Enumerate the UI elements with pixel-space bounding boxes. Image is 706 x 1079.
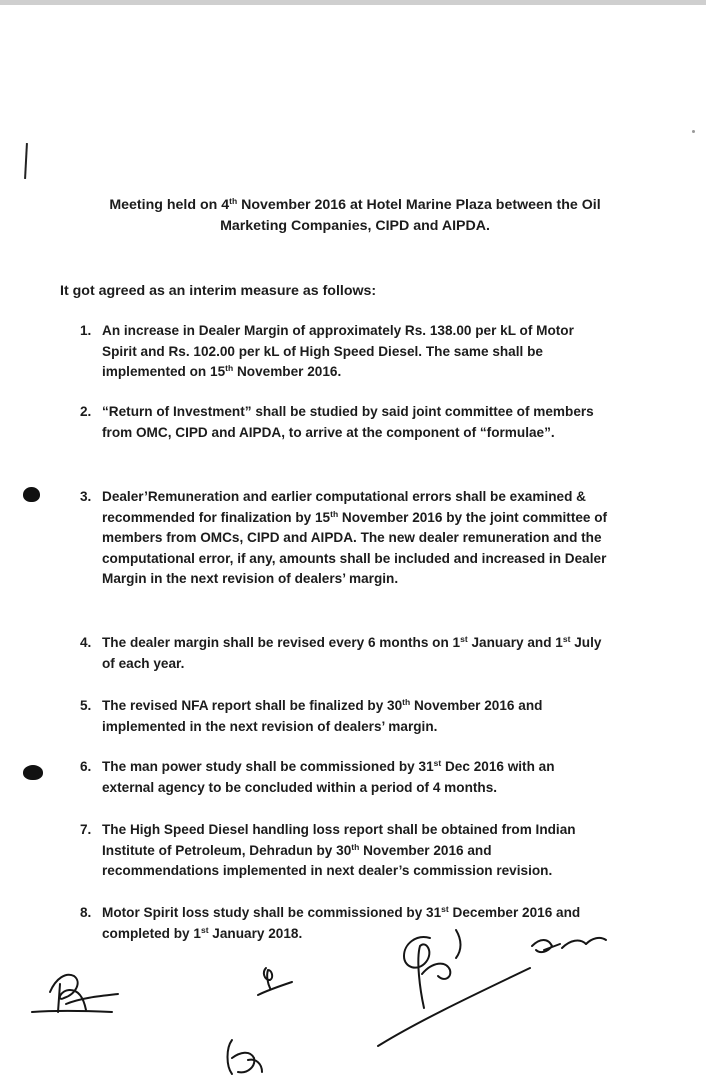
punch-hole-lower	[23, 765, 43, 780]
item-text-segment: Dealer’Remuneration and earlier computational errors shall be examined & recommended for finalization by 15	[102, 489, 586, 525]
list-item	[80, 633, 610, 674]
list-item	[80, 321, 610, 383]
ordinal-suffix: st	[200, 924, 209, 935]
ordinal-suffix: st	[433, 758, 442, 768]
item-text-segment: The High Speed Diesel handling loss report shall be obtained from Indian Institute of Petroleum, Dehradun by 30	[102, 822, 576, 858]
item-text	[102, 903, 610, 944]
item-number: 4.	[80, 635, 92, 650]
item-text-segment: “Return of Investment” shall be studied by said joint committee of members from OMC, CIPD and AIPDA, to arrive at the component of “formulae”.	[102, 404, 594, 440]
item-text	[102, 487, 610, 590]
heading-line1-end: November 2016 at Hotel Marine Plaza between the Oil	[237, 197, 601, 213]
item-text-segment: November 2016 and recommendations implemented in next dealer’s commission revision.	[102, 842, 553, 878]
heading-ordinal-suffix: th	[229, 196, 238, 206]
document-heading	[60, 195, 650, 237]
list-item	[80, 487, 610, 590]
item-text-segment: The man power study shall be commissioned by 31	[102, 759, 434, 774]
scan-top-edge	[0, 0, 706, 5]
ordinal-suffix: st	[441, 904, 449, 914]
item-text	[102, 321, 610, 383]
signature-left	[32, 975, 118, 1012]
ordinal-suffix: th	[351, 841, 360, 852]
item-text-segment: January 2018.	[208, 925, 303, 941]
signature-bottom	[228, 1040, 263, 1074]
item-text-segment: Motor Spirit loss study shall be commissioned by 31	[102, 905, 442, 920]
item-text-segment: Dec 2016 with an external agency to be concluded within a period of 4 months.	[102, 759, 555, 795]
heading-line2: Marketing Companies, CIPD and AIPDA.	[220, 218, 490, 234]
item-text-segment: December 2016 and completed by 1	[102, 905, 581, 941]
item-text-segment: November 2016 and implemented in the next revision of dealers’ margin.	[102, 698, 543, 734]
item-text	[102, 402, 610, 443]
punch-hole-upper	[23, 487, 40, 502]
list-item	[80, 402, 610, 443]
heading-line1-start: Meeting held on 4	[109, 197, 230, 213]
item-number: 5.	[80, 698, 92, 713]
list-item	[80, 820, 610, 882]
item-number: 3.	[80, 489, 92, 504]
ordinal-suffix: st	[460, 634, 468, 644]
item-text	[102, 696, 610, 737]
item-text	[102, 757, 610, 798]
intro-text: It got agreed as an interim measure as follows:	[60, 283, 377, 299]
list-item	[80, 903, 610, 944]
ordinal-suffix: th	[330, 508, 339, 519]
item-number: 2.	[80, 404, 92, 419]
ordinal-suffix: st	[562, 634, 571, 644]
margin-mark	[24, 143, 28, 179]
item-text-segment: An increase in Dealer Margin of approximately Rs. 138.00 per kL of Motor Spirit and Rs. 102.00 per kL of High Speed Diesel. The same shall be implemented on 15	[102, 323, 574, 379]
item-text	[102, 820, 610, 882]
item-text-segment: November 2016.	[233, 364, 342, 379]
list-item	[80, 757, 610, 798]
item-text-segment: The dealer margin shall be revised every 6 months on 1	[102, 635, 461, 650]
item-text	[102, 633, 610, 674]
item-text-segment: January and 1	[467, 635, 563, 650]
item-text-segment: July of each year.	[102, 635, 602, 671]
list-item	[80, 696, 610, 737]
item-number: 7.	[80, 822, 92, 837]
item-number: 6.	[80, 759, 92, 774]
item-text-segment: The revised NFA report shall be finalized by 30	[102, 698, 403, 713]
item-number: 1.	[80, 323, 92, 338]
ordinal-suffix: th	[225, 363, 234, 373]
scan-speck	[692, 130, 695, 133]
item-text-segment: November 2016 by the joint committee of members from OMCs, CIPD and AIPDA. The new dealer remuneration and the computational error, if any, amounts shall be included and increased in Dealer Margin in the next revision of dealers’ margin.	[102, 509, 608, 586]
signature-small	[258, 968, 292, 995]
item-number: 8.	[80, 905, 92, 920]
ordinal-suffix: th	[402, 697, 411, 707]
signature-center	[378, 930, 530, 1046]
